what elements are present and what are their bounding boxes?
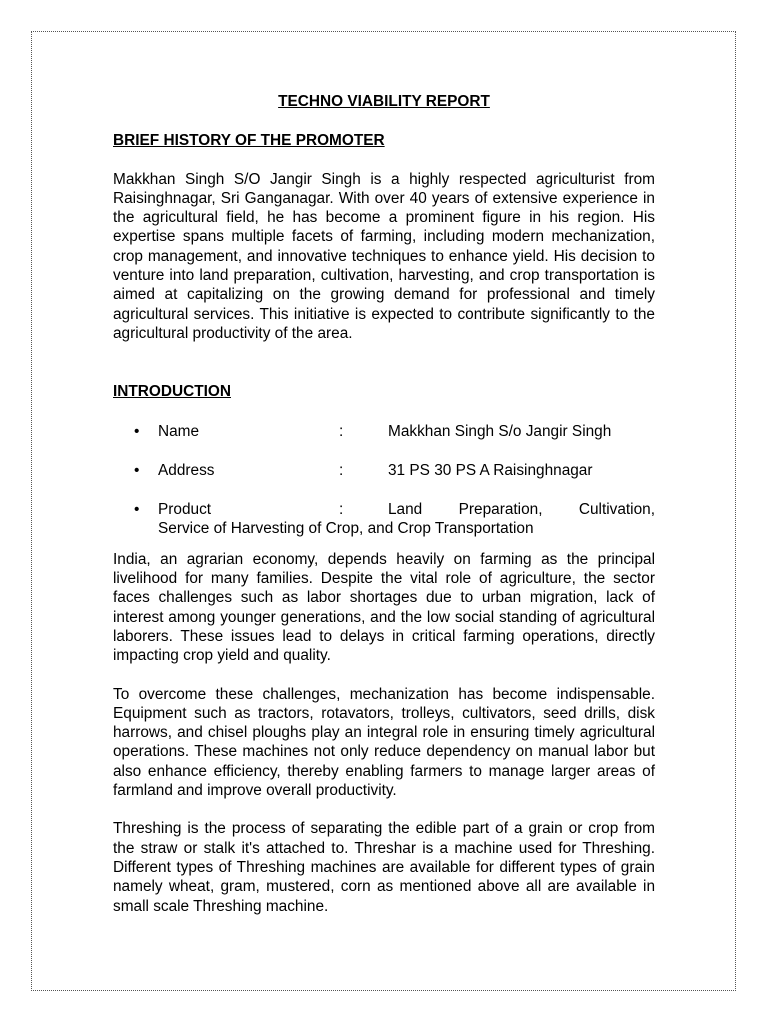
- product-word: Preparation,: [458, 501, 543, 519]
- history-paragraph: Makkhan Singh S/O Jangir Singh is a highly respected agriculturist from Raisinghnagar, Sri Ganganagar. With over 40 years of extensive experience in the agricultural field, he has become a prominent figure in his region. His expertise spans multiple facets of farming, including modern mechanization, crop management, and innovative techniques to enhance yield. His decision to venture into land preparation, cultivation, harvesting, and crop transportation is aimed at capitalizing on the growing demand for professional and timely agricultural services. This initiative is expected to contribute significantly to the agricultural productivity of the area.: [113, 170, 655, 342]
- history-heading: BRIEF HISTORY OF THE PROMOTER: [113, 132, 385, 150]
- intro-item-address: [113, 461, 655, 480]
- intro-paragraph-threshing: Threshing is the process of separating the edible part of a grain or crop from the straw or stalk it's attached to. Threshar is a machine used for Threshing. Different types of Threshing machines are available for different types of grain namely wheat, gram, mustered, corn as mentioned above all are available in small scale Threshing machine.: [113, 820, 655, 915]
- product-word: Land: [388, 501, 423, 519]
- document-body: [113, 92, 655, 916]
- intro-colon: :: [339, 501, 344, 519]
- intro-value: [388, 500, 655, 519]
- product-word: Cultivation,: [578, 501, 655, 519]
- intro-colon: :: [339, 422, 344, 440]
- product-continued: Service of Harvesting of Crop, and Crop Transportation: [158, 520, 534, 538]
- intro-paragraph-mechanization: To overcome these challenges, mechanization has become indispensable. Equipment such as tractors, rotavators, trolleys, cultivators, seed drills, disk harrows, and chisel ploughs play an integral role in ensuring timely agricultural operations. These machines not only reduce dependency on manual labor but also enhance efficiency, thereby enabling farmers to manage larger areas of farmland and improve overall productivity.: [113, 685, 655, 800]
- list-spacer: [113, 441, 655, 461]
- intro-item-name: [113, 422, 655, 441]
- intro-label: • Name: [158, 422, 200, 440]
- report-title: TECHNO VIABILITY REPORT: [278, 93, 490, 110]
- list-spacer: [113, 480, 655, 500]
- intro-value: Makkhan Singh S/o Jangir Singh: [388, 422, 612, 440]
- intro-value: 31 PS 30 PS A Raisinghnagar: [388, 461, 593, 479]
- intro-label: • Product: [158, 501, 212, 519]
- introduction-heading: INTRODUCTION: [113, 383, 231, 401]
- intro-item-product: [113, 500, 655, 539]
- intro-label: • Address: [158, 461, 215, 479]
- introduction-list: [113, 422, 655, 539]
- intro-colon: :: [339, 461, 344, 479]
- intro-paragraph-agrarian: India, an agrarian economy, depends heavily on farming as the principal livelihood for many families. Despite the vital role of agriculture, the sector faces challenges such as labor shortages due to urban migration, lack of interest among younger generations, and the low social standing of agricultural laborers. These issues lead to delays in critical farming operations, directly impacting crop yield and quality.: [113, 550, 655, 665]
